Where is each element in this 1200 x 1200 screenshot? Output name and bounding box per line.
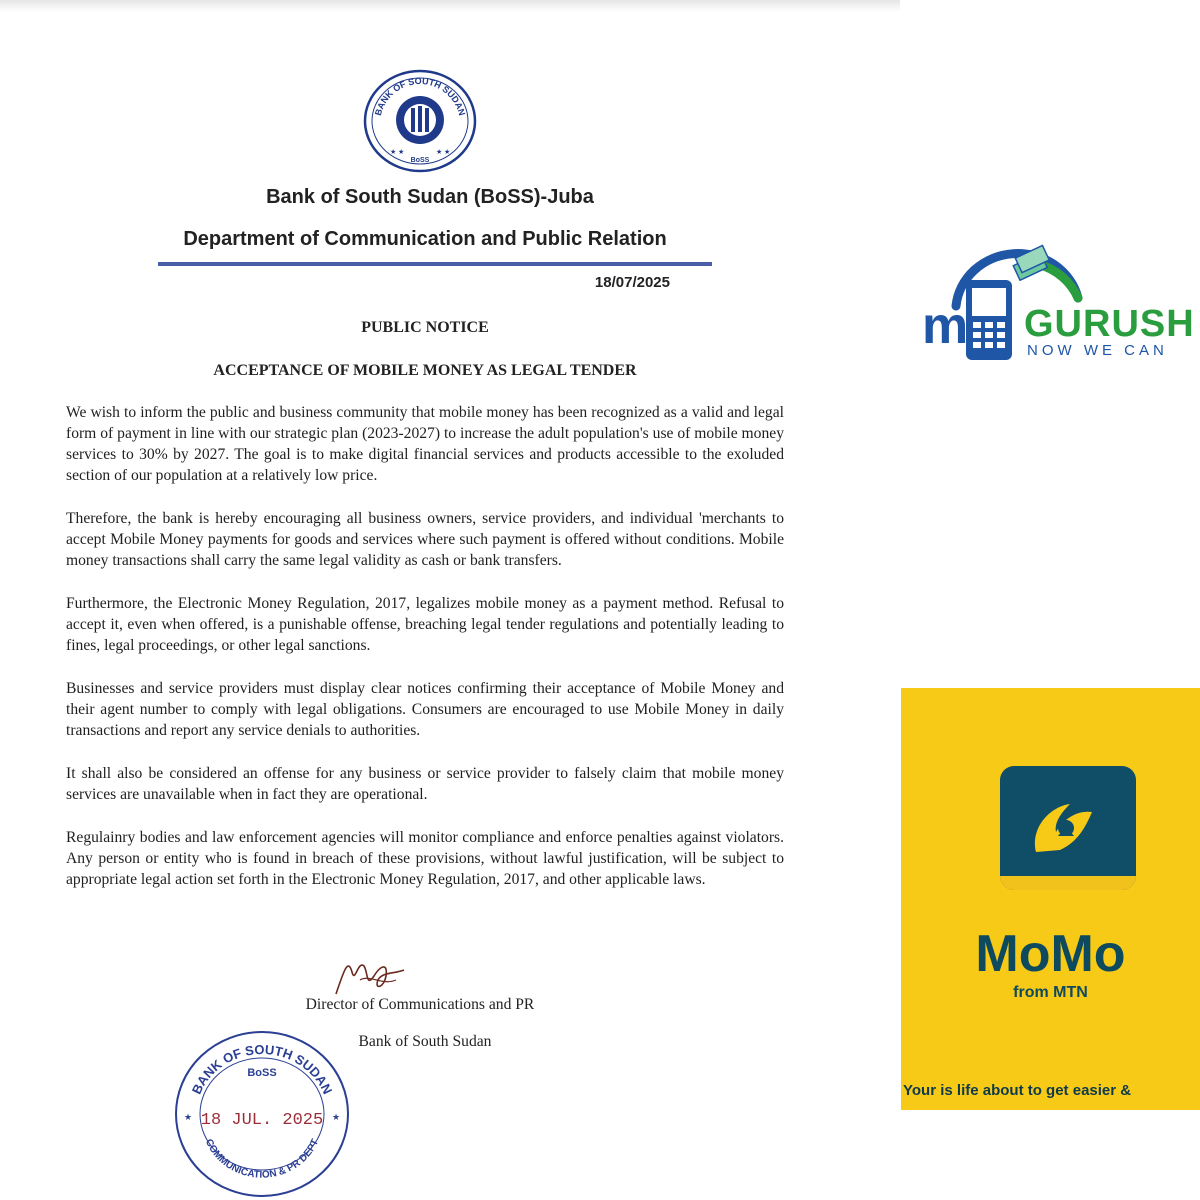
momo-advert xyxy=(901,688,1200,1110)
stamp-inner-text: BoSS xyxy=(247,1067,277,1079)
institution-name: Bank of South Sudan (BoSS)-Juba xyxy=(266,186,594,208)
official-stamp xyxy=(170,1024,354,1200)
gurush-m-letter: m xyxy=(922,297,969,355)
department-name: Department of Communication and Public Relation xyxy=(183,228,667,250)
body-paragraph: Furthermore, the Electronic Money Regulation, 2017, legalizes mobile money as a payment method. Refusal to accept it, even when offered, is a punishable offense, breaching legal tender regulations and potentially leading to fines, legal proceedings, or other legal sanctions. xyxy=(66,595,784,654)
bank-seal-logo xyxy=(362,68,478,174)
notice-date: 18/07/2025 xyxy=(594,274,670,291)
stamp-date: 18 JUL. 2025 xyxy=(200,1111,324,1130)
seal-ring-text: BANK OF SOUTH SUDAN xyxy=(372,75,468,117)
svg-text:★: ★ xyxy=(332,1112,341,1122)
body-paragraph: Businesses and service providers must display clear notices confirming their acceptance of Mobile Money and their agent number to comply with legal obligations. Consumers are encouraged to use Mobile Money in daily transactions and report any service denials to authorities. xyxy=(66,680,784,739)
body-paragraph: Regulainry bodies and law enforcement agencies will monitor compliance and enforce penalties against violators. Any person or entity who is found in breach of these provisions, without lawful justification, will be subject to appropriate legal action set forth in the Electronic Money Regulation, 2017, and other applicable laws. xyxy=(66,829,784,888)
momo-tagline: Your is life about to get easier & xyxy=(903,1082,1132,1099)
notice-title: PUBLIC NOTICE xyxy=(361,319,489,336)
body-paragraph: We wish to inform the public and business community that mobile money has been recognized as a valid and legal form of payment in line with our strategic plan (2023-2027) to increase the adult population's use of mobile money services to 30% by 2027. The goal is to make digital financial services and products accessible to the exoluded section of our population at a relatively low price. xyxy=(66,404,784,484)
body-paragraph: It shall also be considered an offense for any business or service provider to falsely claim that mobile money services are unavailable when in fact they are operational. xyxy=(66,765,784,803)
seal-bottom-text: BoSS xyxy=(410,157,430,164)
stamp-bottom-text: COMMUNICATION & PR DEPT xyxy=(202,1137,322,1181)
header-divider xyxy=(158,262,712,266)
momo-brand-name: MoMo xyxy=(975,925,1126,983)
momo-from-mtn: from MTN xyxy=(1013,984,1088,1001)
signatory-organization: Bank of South Sudan xyxy=(358,1033,492,1050)
svg-text:★: ★ xyxy=(184,1112,193,1122)
handwritten-signature xyxy=(330,950,410,1002)
signatory-title: Director of Communications and PR xyxy=(305,996,535,1013)
svg-text:★ ★: ★ ★ xyxy=(436,148,451,156)
notice-subject: ACCEPTANCE OF MOBILE MONEY AS LEGAL TENDER xyxy=(213,362,637,379)
svg-text:COMMUNICATION & PR DEPT xyxy=(203,1138,321,1181)
stamp-top-text: BANK OF SOUTH SUDAN xyxy=(188,1041,336,1097)
gurush-brand-name: GURUSH xyxy=(1024,303,1195,345)
notice-body xyxy=(66,402,784,912)
gurush-logo xyxy=(920,228,1195,368)
momo-app-icon xyxy=(1000,766,1136,890)
page-top-band xyxy=(0,0,900,12)
body-paragraph: Therefore, the bank is hereby encouraging all business owners, service providers, and individual 'merchants to accept Mobile Money payments for goods and services where such payment is offered without conditions. Mobile money transactions shall carry the same legal validity as cash or bank transfers. xyxy=(66,510,784,569)
svg-text:★ ★: ★ ★ xyxy=(390,148,405,156)
gurush-tagline: NOW WE CAN xyxy=(1027,342,1168,359)
